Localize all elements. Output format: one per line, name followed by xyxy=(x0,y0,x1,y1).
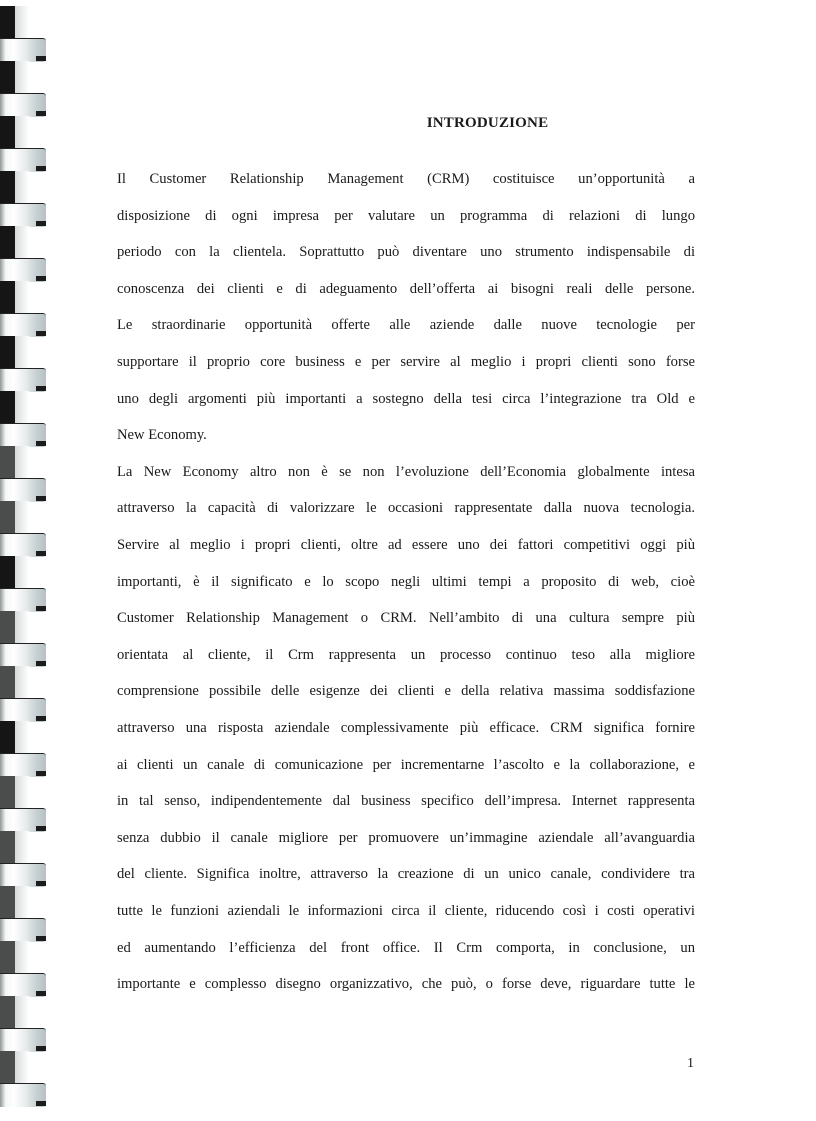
binding-block xyxy=(0,611,15,643)
binding-shade xyxy=(15,611,29,643)
text-line: Servire al meglio i propri clienti, oltre ad essere uno dei fattori competitivi oggi più xyxy=(117,537,695,553)
binding-ring xyxy=(0,226,50,281)
binding-shade xyxy=(15,336,29,368)
binding-ring xyxy=(0,556,50,611)
text-line: importanti, è il significato e lo scopo negli ultimi tempi a proposito di web, cioè xyxy=(117,573,695,590)
binding-ring xyxy=(0,446,50,501)
binding-block xyxy=(0,776,15,808)
binding-block xyxy=(0,666,15,698)
binding-block xyxy=(0,336,15,368)
binding-block xyxy=(0,501,15,533)
text-line: tutte le funzioni aziendali le informazioni circa il cliente, riducendo così i costi operativi xyxy=(117,903,695,919)
binding-notch xyxy=(36,1101,46,1106)
binding-shade xyxy=(15,61,29,93)
binding-shade xyxy=(15,721,29,753)
binding-ring xyxy=(0,6,50,61)
binding-block xyxy=(0,6,15,38)
binding-block xyxy=(0,996,15,1028)
binding-block xyxy=(0,831,15,863)
binding-shade xyxy=(15,501,29,533)
binding-shade xyxy=(15,6,29,38)
text-line: ai clienti un canale di comunicazione per incrementarne l’ascolto e la collaborazione, e xyxy=(117,756,695,773)
binding-ring xyxy=(0,171,50,226)
text-line: uno degli argomenti più importanti a sostegno della tesi circa l’integrazione tra Old e xyxy=(117,390,695,407)
binding-shade xyxy=(15,886,29,918)
binding-block xyxy=(0,61,15,93)
binding-block xyxy=(0,171,15,203)
text-line: La New Economy altro non è se non l’evoluzione dell’Economia globalmente intesa xyxy=(117,463,695,480)
binding-shade xyxy=(15,831,29,863)
page-title: INTRODUZIONE xyxy=(426,115,549,131)
text-line: comprensione possibile delle esigenze dei clienti e della relativa massima soddisfazione xyxy=(117,683,695,700)
text-line: Il Customer Relationship Management (CRM) costituisce un’opportunità a xyxy=(117,171,695,187)
binding-ring xyxy=(0,941,50,996)
binding-ring xyxy=(0,886,50,941)
binding-shade xyxy=(15,776,29,808)
binding-ring xyxy=(0,501,50,556)
text-line: Customer Relationship Management o CRM. Nell’ambito di una cultura sempre più xyxy=(117,610,695,627)
binding-ring xyxy=(0,281,50,336)
binding-ring xyxy=(0,1051,50,1106)
binding-block xyxy=(0,226,15,258)
document-page xyxy=(117,0,697,1121)
text-line: attraverso la capacità di valorizzare le occasioni rappresentate dalla nuova tecnologia. xyxy=(117,500,695,517)
text-line: senza dubbio il canale migliore per promuovere un’immagine aziendale all’avanguardia xyxy=(117,829,695,846)
binding-ring xyxy=(0,666,50,721)
binding-ring xyxy=(0,996,50,1051)
binding-shade xyxy=(15,391,29,423)
text-line: del cliente. Significa inoltre, attraverso la creazione di un unico canale, condividere tra xyxy=(117,866,695,883)
page-number: 1 xyxy=(687,1056,694,1071)
binding-block xyxy=(0,391,15,423)
binding-ring xyxy=(0,391,50,446)
text-line: conoscenza dei clienti e di adeguamento dell’offerta ai bisogni reali delle persone. xyxy=(117,280,695,297)
binding-block xyxy=(0,721,15,753)
binding-shade xyxy=(15,941,29,973)
text-line: New Economy. xyxy=(117,427,207,444)
binding-block xyxy=(0,281,15,313)
binding-shade xyxy=(15,666,29,698)
text-line: orientata al cliente, il Crm rappresenta un processo continuo teso alla migliore xyxy=(117,646,695,663)
text-line: periodo con la clientela. Soprattutto può diventare uno strumento indispensabile di xyxy=(117,244,695,261)
binding-ring xyxy=(0,336,50,391)
binding-shade xyxy=(15,556,29,588)
binding-ring xyxy=(0,831,50,886)
binding-shade xyxy=(15,996,29,1028)
binding-block xyxy=(0,556,15,588)
binding-shade xyxy=(15,226,29,258)
binding-block xyxy=(0,1051,15,1083)
binding-ring xyxy=(0,776,50,831)
binding-ring xyxy=(0,721,50,776)
text-line: importante e complesso disegno organizzativo, che può, o forse deve, riguardare tutte le xyxy=(117,976,695,993)
binding-block xyxy=(0,446,15,478)
text-line: supportare il proprio core business e per servire al meglio i propri clienti sono forse xyxy=(117,354,695,370)
text-line: Le straordinarie opportunità offerte alle aziende dalle nuove tecnologie per xyxy=(117,317,695,334)
binding-shade xyxy=(15,1051,29,1083)
binding-ring xyxy=(0,61,50,116)
text-line: attraverso una risposta aziendale complessivamente più efficace. CRM significa fornire xyxy=(117,720,695,736)
text-line: in tal senso, indipendentemente dal business specifico dell’impresa. Internet rappresenta xyxy=(117,793,695,810)
text-line: ed aumentando l’efficienza del front office. Il Crm comporta, in conclusione, un xyxy=(117,939,695,956)
binding-shade xyxy=(15,171,29,203)
text-line: disposizione di ogni impresa per valutare un programma di relazioni di lungo xyxy=(117,207,695,224)
binding-shade xyxy=(15,281,29,313)
spiral-binding xyxy=(0,0,60,1121)
binding-shade xyxy=(15,446,29,478)
binding-block xyxy=(0,886,15,918)
binding-block xyxy=(0,941,15,973)
binding-ring xyxy=(0,611,50,666)
